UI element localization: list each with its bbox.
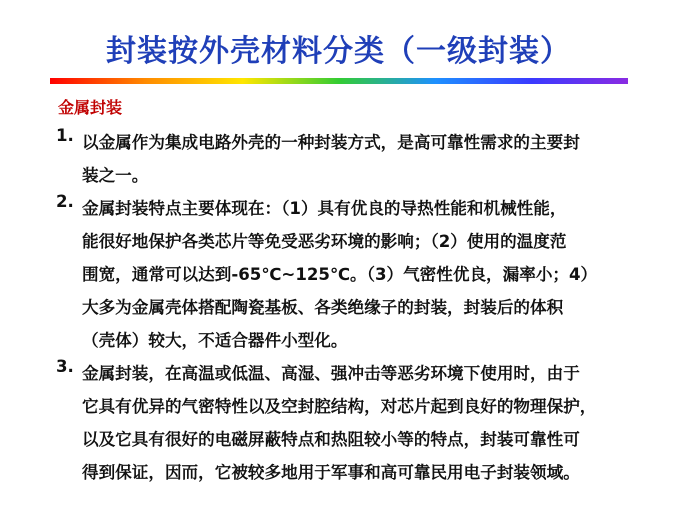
item-line: 装之一。 <box>82 166 149 185</box>
item-line: 以及它具有很好的电磁屏蔽特点和热阻较小等的特点，封装可靠性可 <box>82 430 580 449</box>
title-divider <box>50 78 628 84</box>
list-item <box>54 192 654 357</box>
item-line: 得到保证，因而，它被较多地用于军事和高可靠民用电子封装领域。 <box>82 463 580 482</box>
item-number: 3. <box>56 357 74 376</box>
item-line: 以金属作为集成电路外壳的一种封装方式，是高可靠性需求的主要封 <box>82 133 580 152</box>
item-number: 1. <box>56 126 74 145</box>
item-line: 大多为金属壳体搭配陶瓷基板、各类绝缘子的封装，封装后的体积 <box>82 298 564 317</box>
item-line: 能很好地保护各类芯片等免受恶劣环境的影响；（2）使用的温度范 <box>82 232 567 251</box>
numbered-list <box>54 126 654 489</box>
section-heading: 金属封装 <box>58 98 123 117</box>
item-line: 金属封装特点主要体现在：（1）具有优良的导热性能和机械性能， <box>82 199 567 218</box>
list-item <box>54 126 654 192</box>
item-line: （壳体）较大，不适合器件小型化。 <box>82 331 348 350</box>
slide-title: 封装按外壳材料分类（一级封装） <box>106 34 571 69</box>
list-item <box>54 357 654 489</box>
item-line: 它具有优异的气密特性以及空封腔结构，对芯片起到良好的物理保护， <box>82 397 597 416</box>
item-number: 2. <box>56 192 74 211</box>
item-line: 金属封装，在高温或低温、高湿、强冲击等恶劣环境下使用时，由于 <box>82 364 580 383</box>
item-line: 围宽，通常可以达到-65℃~125℃。（3）气密性优良，漏率小；4） <box>82 265 598 284</box>
